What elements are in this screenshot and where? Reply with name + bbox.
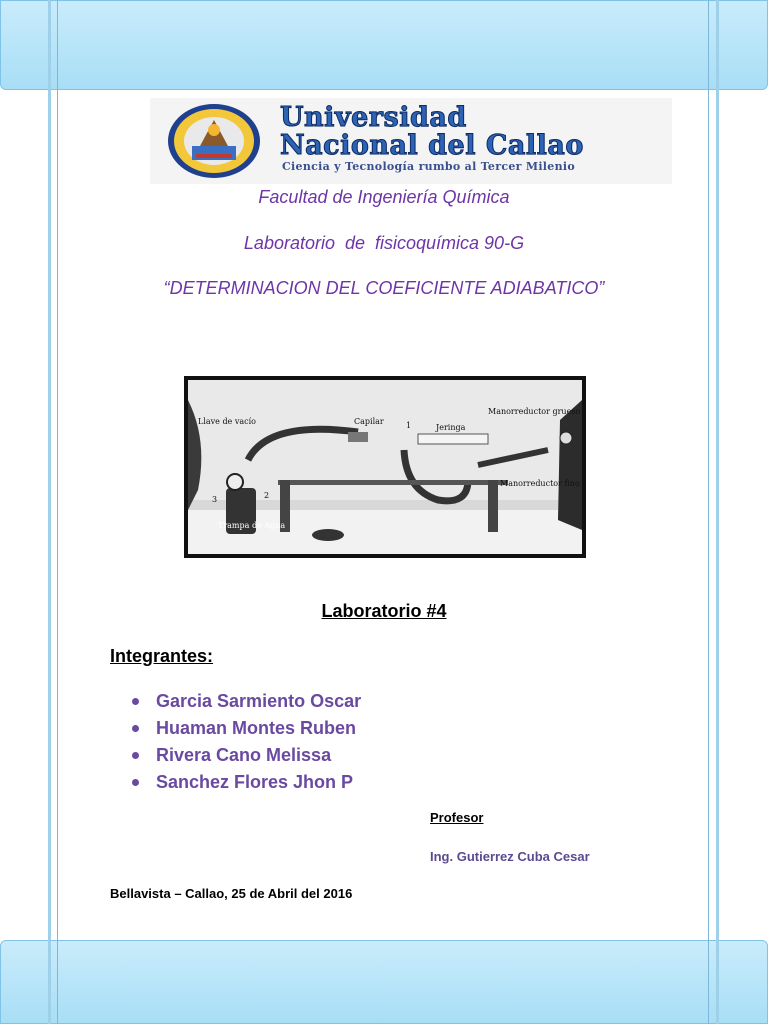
university-name-line2: Nacional del Callao: [280, 130, 584, 161]
label-llave-vacio: Llave de vacío: [198, 417, 256, 426]
bullet-icon: [132, 779, 139, 786]
lab-number-text: Laboratorio #4: [321, 601, 447, 621]
label-number-2: 2: [264, 491, 270, 500]
members-list: [130, 690, 361, 798]
member-name: Huaman Montes Ruben: [156, 718, 357, 738]
professor-label: Profesor: [430, 810, 484, 825]
page-footer-band: [0, 940, 768, 1024]
page-border-left-outer: [48, 0, 51, 1024]
university-logo-banner: [150, 98, 672, 184]
page-border-right-inner: [708, 0, 709, 1024]
professor-name: Ing. Gutierrez Cuba Cesar: [430, 849, 590, 864]
apparatus-illustration: [188, 380, 582, 554]
member-name: Rivera Cano Melissa: [156, 745, 332, 765]
faculty-heading: Facultad de Ingeniería Química: [258, 187, 510, 207]
list-item: [130, 690, 361, 717]
member-name: Garcia Sarmiento Oscar: [156, 691, 362, 711]
page-border-left-inner: [57, 0, 58, 1024]
bullet-icon: [132, 725, 139, 732]
bullet-icon: [132, 752, 139, 759]
list-item: [130, 717, 361, 744]
page-border-right-outer: [716, 0, 719, 1024]
page-header-band: [0, 0, 768, 90]
bullet-icon: [132, 698, 139, 705]
label-manorreductor-grueso: Manorreductor grueso: [488, 407, 581, 416]
label-number-1: 1: [406, 421, 412, 430]
university-motto: Ciencia y Tecnología rumbo al Tercer Milenio: [282, 160, 575, 173]
list-item: [130, 771, 361, 798]
label-trampa-agua: Trampa de Agua: [218, 521, 286, 530]
label-manorreductor-fino: Manorreductor fino: [500, 479, 580, 488]
member-name: Sanchez Flores Jhon P: [156, 772, 354, 792]
equipment-photo: [184, 376, 586, 558]
lab-number-heading: [0, 601, 768, 622]
list-item: [130, 744, 361, 771]
place-date: Bellavista – Callao, 25 de Abril del 2016: [110, 886, 353, 901]
members-heading: Integrantes:: [110, 646, 214, 666]
report-title: “DETERMINACION DEL COEFICIENTE ADIABATICO”: [163, 278, 605, 298]
label-capilar: Capilar: [354, 417, 384, 426]
university-name-line1: Universidad: [280, 102, 467, 133]
label-jeringa: Jeringa: [436, 423, 466, 432]
university-seal-icon: [166, 102, 262, 180]
laboratory-heading: Laboratorio de fisicoquímica 90-G: [243, 233, 525, 253]
label-number-3: 3: [212, 495, 218, 504]
